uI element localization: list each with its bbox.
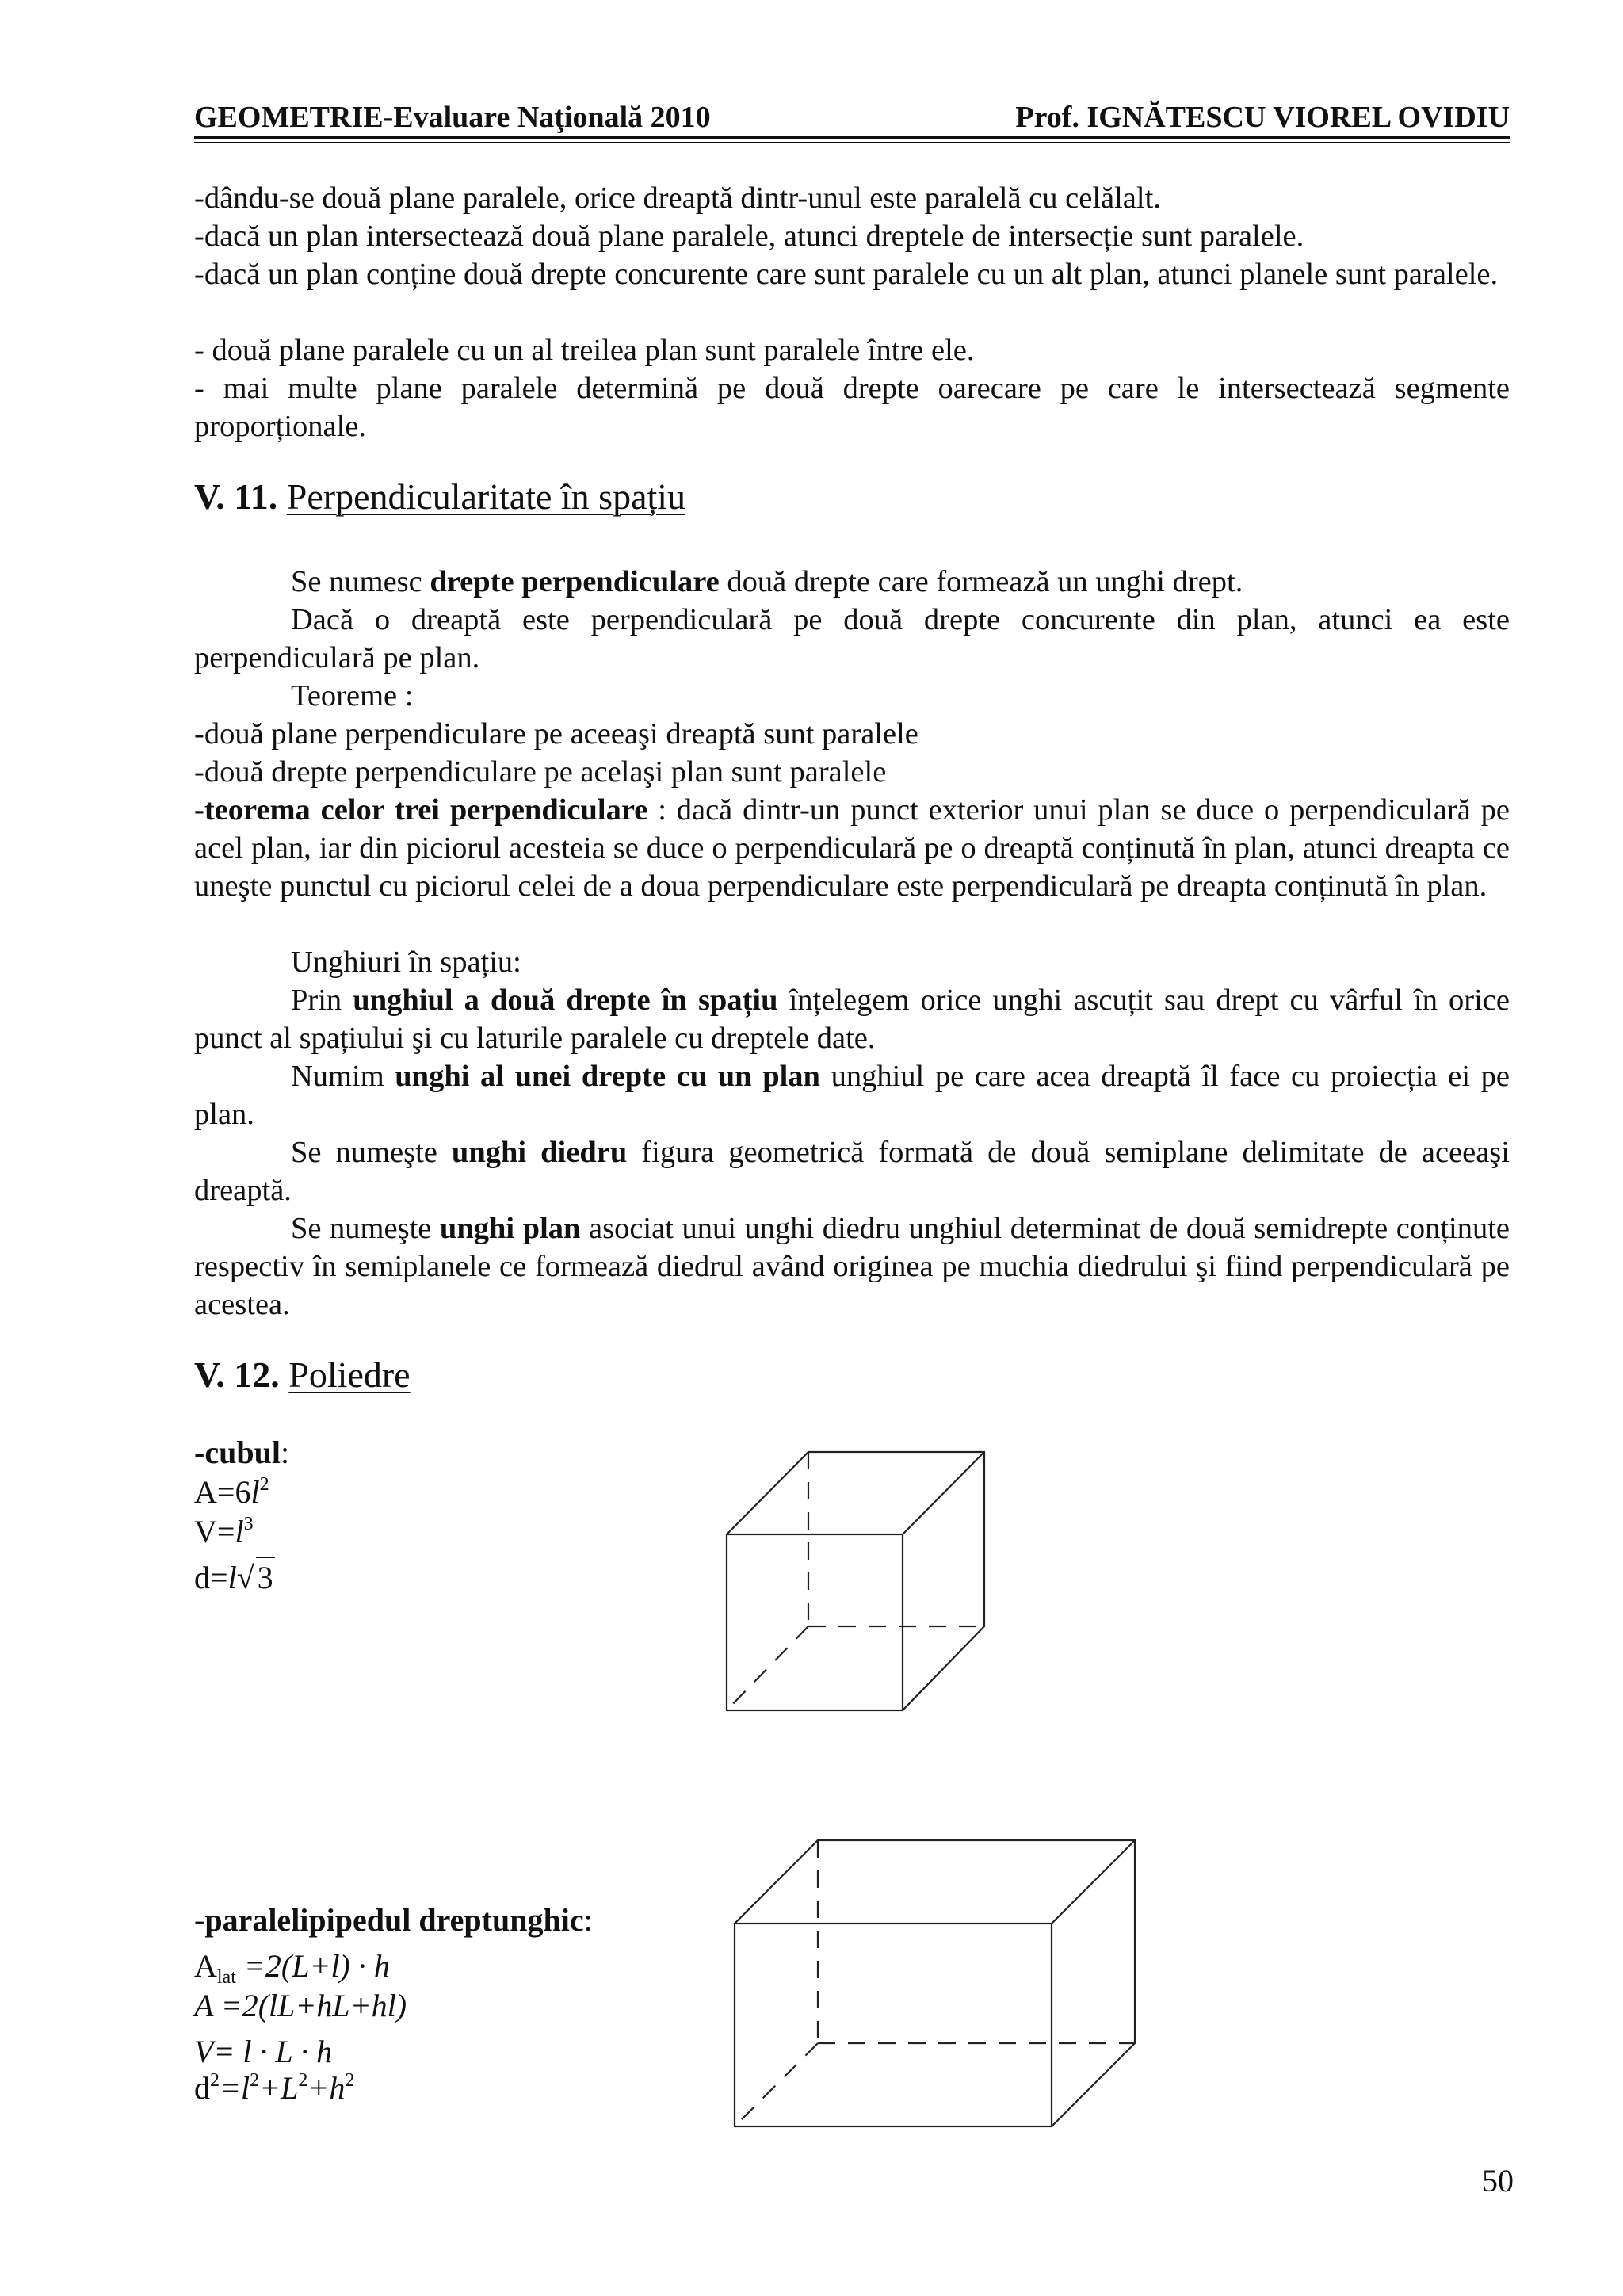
s11-p1-term: drepte perpendiculare bbox=[430, 565, 720, 598]
s11-u1-text-end: înțelegem orice unghi ascuțit sau drept cu vârful în orice punct al spațiului şi cu laturile paralele cu dreptele date. bbox=[194, 984, 1510, 1055]
s11-u4-text-end: asociat unui unghi diedru unghiul determinat de două semidrepte conținute respectiv în semiplanele ce formează diedrul având originea pe muchia diedrului şi fiind perpendiculară pe acestea. bbox=[194, 1212, 1510, 1321]
sqrt-symbol: √ 3 bbox=[237, 1557, 275, 1598]
cuboid-diag-exp4: 2 bbox=[345, 2070, 355, 2091]
cuboid-top-front-edge bbox=[1052, 1840, 1135, 1924]
intro-line-3: -dacă un plan conține două drepte concurente care sunt paralele cu un alt plan, atunci planele sunt paralele. bbox=[194, 258, 1499, 291]
intro-line-1: -dându-se două plane paralele, orice dreaptă dintr-unul este paralelă cu celălalt. bbox=[194, 181, 1161, 215]
section-12-title: Poliedre bbox=[288, 1354, 411, 1395]
intro-line-4: - două plane paralele cu un al treilea plan sunt paralele între ele. bbox=[194, 334, 975, 367]
s11-u3-text-end: figura geometrică formată de două semiplane delimitate de aceeaşi dreaptă. bbox=[194, 1136, 1510, 1207]
s11-u4-text: Se numeşte bbox=[291, 1212, 440, 1245]
cuboid-label-colon: : bbox=[583, 1902, 593, 1938]
cuboid-diag-eq: =l bbox=[220, 2070, 250, 2106]
intro-line-5: - mai multe plane paralele determină pe două drepte oarecare pe care le intersectează segmente proporționale. bbox=[194, 372, 1510, 443]
cuboid-alat-a: A bbox=[194, 1948, 217, 1984]
intro-line-2: -dacă un plan intersectează două plane paralele, atunci dreptele de intersecție sunt paralele. bbox=[194, 220, 1304, 253]
s11-paragraph-2: Dacă o dreaptă este perpendiculară pe două drepte concurente din plan, atunci ea este perpendiculară pe plan. bbox=[194, 603, 1510, 674]
cube-label-text: -cubul bbox=[194, 1435, 281, 1470]
cube-area-exp: 2 bbox=[259, 1474, 269, 1495]
header-author: Prof. IGNĂTESCU VIOREL OVIDIU bbox=[1015, 101, 1510, 134]
cuboid-vol-text: V= l · L · h bbox=[194, 2034, 333, 2069]
s11-p1-text-end: două drepte care formează un unghi drept. bbox=[719, 565, 1243, 598]
s11-teoreme-label: Teoreme : bbox=[291, 679, 414, 712]
cuboid-diag-d: d bbox=[194, 2070, 210, 2106]
cuboid-diag-exp1: 2 bbox=[210, 2070, 220, 2091]
s11-u2-text-end: unghiul pe care acea dreaptă îl face cu proiecția ei pe plan. bbox=[194, 1060, 1510, 1131]
s11-t3-text: : dacă dintr-un punct exterior unui plan se duce o perpendiculară pe acel plan, iar din piciorul acesteia se duce o perpendiculară pe o dreaptă conținută în plan, atunci dreapta ce uneşte punctul cu piciorul celei de a doua perpendiculare este perpendiculară pe dreapta conținută în plan. bbox=[194, 793, 1510, 903]
cube-diag-radicand: 3 bbox=[256, 1557, 275, 1598]
cube-vol-exp: 3 bbox=[243, 1514, 254, 1534]
s11-u1-term: unghiul a două drepte în spațiu bbox=[353, 984, 778, 1017]
s11-t3-term: -teorema celor trei perpendiculare bbox=[194, 793, 648, 827]
header-course-title: GEOMETRIE-Evaluare Naţională 2010 bbox=[194, 101, 711, 134]
cuboid-diag-exp2: 2 bbox=[250, 2070, 260, 2091]
cube-area-var: l bbox=[250, 1474, 260, 1510]
page-number: 50 bbox=[1482, 2163, 1514, 2199]
cube-figure bbox=[727, 1452, 984, 1710]
cuboid-hidden-edges bbox=[735, 1840, 1135, 2126]
cuboid-alat-rest: =2(L+l) · h bbox=[235, 1948, 390, 1984]
cuboid-figure bbox=[735, 1840, 1135, 2126]
cuboid-label-text: -paralelipipedul dreptunghic bbox=[194, 1902, 584, 1938]
s11-u3-term: unghi diedru bbox=[451, 1136, 628, 1169]
cuboid-diag-plus1: +L bbox=[259, 2070, 299, 2106]
cube-diag-pre: d= bbox=[194, 1560, 228, 1595]
cube-area-pre: A=6 bbox=[194, 1474, 251, 1510]
cuboid-area-text: A =2(lL+hL+hl) bbox=[194, 1988, 407, 2023]
cube-vol-pre: V= bbox=[194, 1514, 235, 1549]
s11-theorem-1: -două plane perpendiculare pe aceeaşi dreaptă sunt paralele bbox=[194, 717, 918, 751]
s11-u1-text: Prin bbox=[291, 984, 353, 1017]
cube-front-face bbox=[727, 1534, 903, 1710]
cuboid-diag-exp3: 2 bbox=[298, 2070, 308, 2091]
cube-top-front-edge bbox=[903, 1452, 984, 1534]
cuboid-alat-sub: lat bbox=[216, 1967, 236, 1988]
cube-vol-var: l bbox=[235, 1514, 244, 1549]
cuboid-diag-plus2: +h bbox=[307, 2070, 346, 2106]
section-11-number: V. 11. bbox=[194, 476, 278, 517]
cube-label-colon: : bbox=[280, 1435, 290, 1470]
section-11-title: Perpendicularitate în spațiu bbox=[286, 476, 686, 517]
cuboid-top-right-edges bbox=[735, 1840, 1135, 2126]
cuboid-front-face bbox=[735, 1924, 1052, 2126]
s11-u4-term: unghi plan bbox=[439, 1212, 581, 1245]
s11-theorem-2: -două drepte perpendiculare pe acelaşi plan sunt paralele bbox=[194, 755, 887, 789]
cube-diag-var: l bbox=[227, 1560, 237, 1595]
s11-unghiuri-label: Unghiuri în spațiu: bbox=[291, 946, 521, 979]
s11-p1-text: Se numesc bbox=[291, 565, 430, 598]
s11-u3-text: Se numeşte bbox=[291, 1136, 452, 1169]
s11-u2-text: Numim bbox=[291, 1060, 395, 1093]
s11-u2-term: unghi al unei drepte cu un plan bbox=[395, 1060, 820, 1093]
section-12-number: V. 12. bbox=[194, 1354, 280, 1395]
